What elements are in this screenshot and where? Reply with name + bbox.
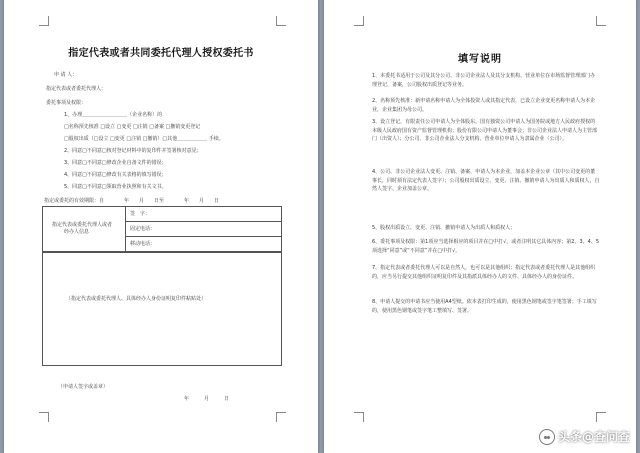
table-divider	[125, 206, 126, 252]
crop-mark	[354, 412, 364, 422]
item-1-options-b: □股权出质（□设立 □变更 □注销 □撤销）□其他＿＿＿＿＿＿ 手续。	[64, 136, 224, 142]
sign-label: 签 字：	[130, 211, 151, 217]
id-paste-area	[42, 252, 282, 366]
instructions-title: 填写说明	[458, 54, 502, 65]
validity-period: 指定或委托的有效期限：自 年 月 日至 年 月 日	[44, 198, 220, 204]
item-5: 5、同意□不同意□领取营业执照和有关文书。	[64, 184, 167, 190]
applicant-signature-label: （申请人签字或盖章）	[58, 384, 109, 390]
agent-info-label-1: 指定代表或委托代理人或者	[52, 222, 113, 228]
items-heading: 委托事项及权限：	[46, 100, 87, 106]
designated-label: 指定代表或者委托代理人：	[46, 86, 107, 92]
crop-mark	[39, 16, 49, 26]
table-divider	[125, 221, 282, 222]
item-1: 1、办理＿＿＿＿＿＿＿＿＿（企业名称）的	[64, 112, 163, 118]
watermark	[539, 428, 630, 445]
document-title: 指定代表或者共同委托代理人授权委托书	[68, 48, 254, 59]
agent-info-label-2: 经办人信息	[64, 229, 90, 235]
applicant-label: 申 请 人：	[54, 72, 78, 78]
mobile-phone-label: 移动电话：	[130, 241, 156, 247]
crop-mark	[39, 412, 49, 422]
instruction-paragraph: 1、本委托书适用于公司及其分公司、非公司企业法人及其分支机构、营业单位在市场监督管理部门办理登记、备案，公司股权出质登记等业务。	[372, 73, 596, 88]
crop-mark	[596, 412, 606, 422]
id-paste-note: （指定代表或委托代理人、具体经办人身份证明复印件粘贴处）	[66, 296, 207, 302]
instruction-paragraph: 3、设立登记，有限责任公司申请人为全体股东，国有独资公司申请人为国务院或地方人民政府授权的本级人民政府国有资产监督管理机构；股份有限公司申请人为董事会；非公司企业法人申请人为主管部门（出资人）；分公司、非公司企业法人分支机构、营业单位申请人为隶属企业（公司）。	[372, 119, 598, 143]
instruction-paragraph: 7、指定代表或者委托代理人可以是自然人，也可以是其他组织；指定代表或者委托代理人是其他组织的，应当另行提交其他组织证明复印件及其指派具体经办人的文件、具体经办人的身份证件。	[372, 265, 596, 280]
item-4: 4、同意□不同意□修改有关表格的填写错误；	[64, 172, 167, 178]
instruction-paragraph: 4、公司、非公司企业法人变更、注销、备案，申请人为本企业，加盖本企业公章（其中公司变更的董事长，同时须有法定代表人签字）；公司股权出质设立、变更、注销、撤销申请人为出质人和质权人，自然人签字、企业加盖公章。	[372, 169, 600, 193]
watermark-logo-icon	[539, 429, 555, 445]
item-3: 3、同意□不同意□修改企业自备文件的错误；	[64, 160, 167, 166]
item-2: 2、同意□不同意□核对登记材料中的复印件并签署核对意见；	[64, 148, 202, 154]
instruction-paragraph: 8、申请人提交的申请书应当使用A4型纸。依本表打印生成的，使用黑色钢笔或签字笔签署；手工填写的，使用黑色钢笔或签字笔工整填写、签署。	[372, 299, 597, 314]
left-page	[4, 0, 318, 453]
table-divider	[125, 236, 282, 237]
crop-mark	[276, 412, 286, 422]
instruction-paragraph: 2、名称预先核准：新申请名称申请人为全体投资人或其指定代表，已设立企业变更名称申请人为本企业，企业集团为母公司。	[372, 98, 596, 113]
signature-date: 年 月 日	[184, 396, 230, 402]
instruction-paragraph: 5、股权出质设立、变更、注销、撤销申请人为出质人和质权人；	[372, 225, 516, 231]
crop-mark	[596, 16, 606, 26]
right-page	[324, 0, 636, 453]
crop-mark	[276, 16, 286, 26]
crop-mark	[354, 16, 364, 26]
watermark-text: 头条@查问查	[557, 430, 630, 444]
item-1-options-a: □名称预先核准 □设立 □变更 □注销 □备案 □撤销变更登记	[64, 124, 201, 130]
instruction-paragraph: 6、委托事项及权限：第1项应当选择相应的项目并在□中打√，或者注明其它具体内容；第2、3、4、5项选择“同意”或“不同意”并在□中打√。	[372, 239, 600, 254]
fixed-phone-label: 固定电话：	[130, 226, 156, 232]
